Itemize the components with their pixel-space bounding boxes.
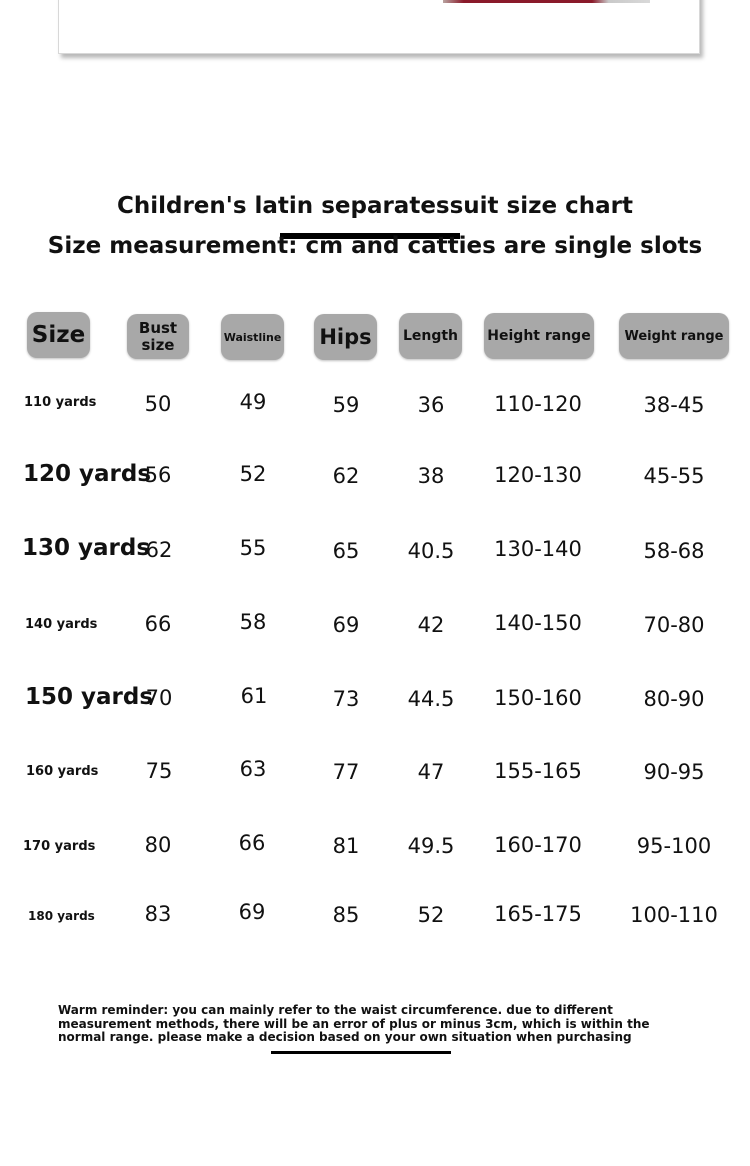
header-bust-size: Bust size bbox=[127, 314, 189, 359]
size-cell: 120 yards bbox=[23, 461, 152, 487]
weight-cell: 45-55 bbox=[643, 464, 705, 488]
bust-cell: 75 bbox=[145, 759, 173, 783]
length-cell: 52 bbox=[417, 903, 445, 927]
size-cell: 140 yards bbox=[25, 617, 98, 632]
waist-cell: 55 bbox=[239, 536, 267, 560]
length-cell: 42 bbox=[417, 613, 445, 637]
weight-cell: 80-90 bbox=[643, 687, 705, 711]
hips-cell: 77 bbox=[332, 760, 360, 784]
size-cell: 160 yards bbox=[26, 764, 99, 779]
length-cell: 44.5 bbox=[407, 687, 455, 711]
hips-cell: 73 bbox=[332, 687, 360, 711]
reminder-underline bbox=[271, 1051, 451, 1054]
product-photo-card bbox=[58, 0, 700, 54]
bust-cell: 56 bbox=[144, 463, 172, 487]
length-cell: 49.5 bbox=[407, 834, 455, 858]
header-height-range: Height range bbox=[484, 313, 594, 359]
height-cell: 165-175 bbox=[494, 902, 582, 926]
header-weight-range: Weight range bbox=[619, 313, 729, 359]
product-photo-edge bbox=[443, 0, 650, 3]
height-cell: 110-120 bbox=[494, 392, 582, 416]
hips-cell: 65 bbox=[332, 539, 360, 563]
length-cell: 38 bbox=[417, 464, 445, 488]
height-cell: 150-160 bbox=[494, 686, 582, 710]
header-length: Length bbox=[399, 313, 462, 359]
length-cell: 36 bbox=[417, 393, 445, 417]
waist-cell: 49 bbox=[239, 390, 267, 414]
height-cell: 155-165 bbox=[494, 759, 582, 783]
weight-cell: 95-100 bbox=[636, 834, 712, 858]
bust-cell: 50 bbox=[144, 392, 172, 416]
waist-cell: 66 bbox=[238, 831, 266, 855]
height-cell: 130-140 bbox=[494, 537, 582, 561]
length-cell: 47 bbox=[417, 760, 445, 784]
weight-cell: 58-68 bbox=[643, 539, 705, 563]
size-cell: 170 yards bbox=[23, 839, 96, 854]
height-cell: 140-150 bbox=[494, 611, 582, 635]
size-cell: 180 yards bbox=[28, 909, 95, 923]
warm-reminder: Warm reminder: you can mainly refer to the waist circumference. due to different measurement methods, there will be an error of plus or minus 3cm, which is within the normal range. please make a decision based on your own situation when purchasing bbox=[58, 1003, 650, 1044]
hips-cell: 69 bbox=[332, 613, 360, 637]
waist-cell: 69 bbox=[238, 900, 266, 924]
hips-cell: 62 bbox=[332, 464, 360, 488]
waist-cell: 58 bbox=[239, 610, 267, 634]
bust-cell: 62 bbox=[145, 538, 173, 562]
length-cell: 40.5 bbox=[407, 539, 455, 563]
header-hips: Hips bbox=[314, 314, 377, 360]
weight-cell: 100-110 bbox=[630, 903, 718, 927]
weight-cell: 70-80 bbox=[643, 613, 705, 637]
size-cell: 130 yards bbox=[22, 535, 151, 561]
weight-cell: 38-45 bbox=[643, 393, 705, 417]
chart-title: Children's latin separatessuit size chart bbox=[116, 193, 633, 219]
hips-cell: 81 bbox=[332, 834, 360, 858]
hips-cell: 85 bbox=[332, 903, 360, 927]
size-cell: 150 yards bbox=[25, 684, 154, 710]
bust-cell: 80 bbox=[144, 833, 172, 857]
header-size: Size bbox=[27, 312, 90, 358]
bust-cell: 83 bbox=[144, 902, 172, 926]
weight-cell: 90-95 bbox=[643, 760, 705, 784]
waist-cell: 63 bbox=[239, 757, 267, 781]
size-cell: 110 yards bbox=[24, 395, 97, 410]
height-cell: 160-170 bbox=[494, 833, 582, 857]
height-cell: 120-130 bbox=[494, 463, 582, 487]
hips-cell: 59 bbox=[332, 393, 360, 417]
waist-cell: 61 bbox=[240, 684, 268, 708]
bust-cell: 66 bbox=[144, 612, 172, 636]
waist-cell: 52 bbox=[239, 462, 267, 486]
bust-cell: 70 bbox=[145, 686, 173, 710]
header-waistline: Waistline bbox=[221, 314, 284, 360]
chart-subtitle: Size measurement: cm and catties are single slots bbox=[47, 233, 703, 259]
